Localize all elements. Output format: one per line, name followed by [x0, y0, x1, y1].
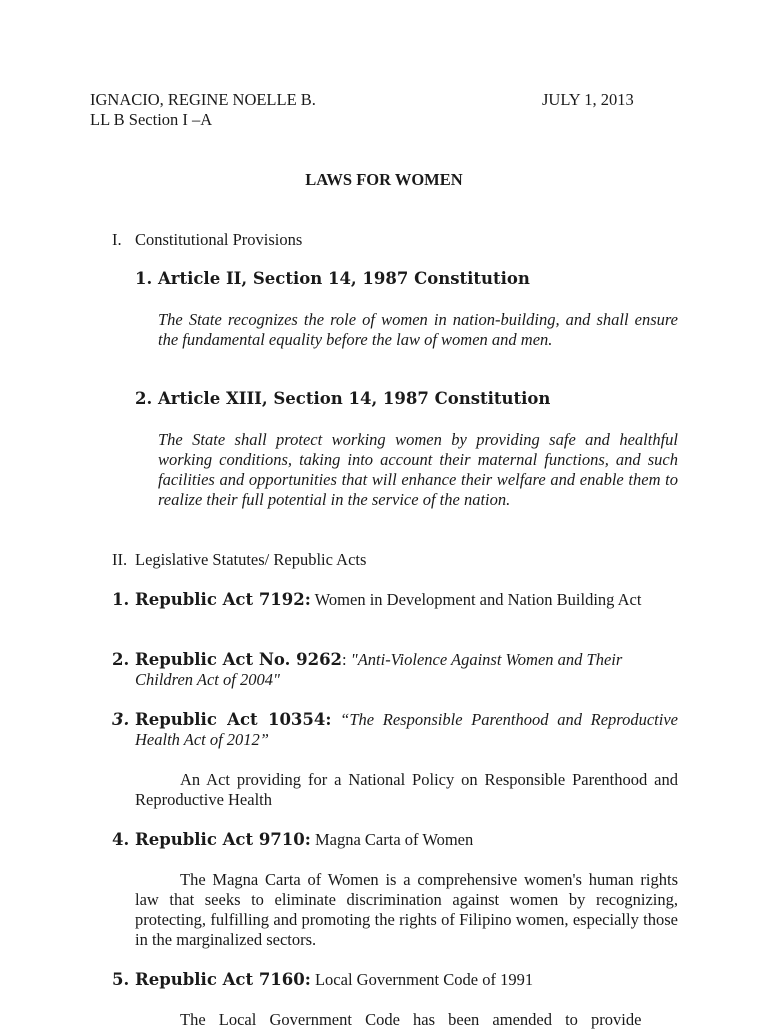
part2-item1-act: Republic Act 7192:	[135, 590, 311, 609]
part2-item4-number: 4.	[112, 830, 130, 849]
part2-item1-title: Women in Development and Nation Building Act	[310, 590, 642, 609]
part1-item1-number: 1.	[135, 269, 153, 288]
part2-item3	[135, 710, 678, 750]
part1-item1-text: The State recognizes the role of women in nation-building, and shall ensure the fundamental equality before the law of women and men.	[158, 310, 678, 349]
part2-item1	[135, 590, 678, 610]
part2-item5	[135, 970, 678, 990]
part2-item2	[135, 650, 678, 690]
part2-item1-number: 1.	[112, 590, 130, 609]
part2-item3-desc: An Act providing for a National Policy on Responsible Parenthood and Reproductive Health	[135, 770, 678, 809]
part2-item2-number: 2.	[112, 650, 130, 669]
part2-item5-act: Republic Act 7160:	[135, 970, 311, 989]
part2-item4	[135, 830, 678, 850]
part2-item2-act: Republic Act No. 9262	[135, 650, 343, 669]
part2-item4-title: Magna Carta of Women	[310, 830, 474, 849]
page-title: LAWS FOR WOMEN	[305, 170, 463, 189]
part1-numeral: I.	[112, 230, 122, 249]
part1-heading: Constitutional Provisions	[135, 230, 303, 249]
part2-item3-act: Republic Act 10354:	[135, 710, 332, 729]
part2-numeral: II.	[112, 550, 128, 569]
part2-item4-act: Republic Act 9710:	[135, 830, 311, 849]
part2-item5-desc: The Local Government Code has been amended to provide	[180, 1010, 642, 1029]
part2-item2-sep: :	[342, 650, 351, 669]
part2-item5-title: Local Government Code of 1991	[310, 970, 534, 989]
part2-item4-desc: The Magna Carta of Women is a comprehensive women's human rights law that seeks to eliminate discrimination against women by recognizing, protecting, fulfilling and promoting the rights of Filipino women, especially those in the marginalized sectors.	[135, 870, 678, 949]
part1-item2-text: The State shall protect working women by providing safe and healthful working conditions, taking into account their maternal functions, and such facilities and opportunities that will enhance their welfare and enable them to realize their full potential in the service of the nation.	[158, 430, 678, 509]
student-name: IGNACIO, REGINE NOELLE B.	[90, 90, 316, 109]
part1-item2-number: 2.	[135, 389, 153, 408]
document-date: JULY 1, 2013	[542, 90, 634, 109]
part1-item2-heading: Article XIII, Section 14, 1987 Constitution	[158, 389, 551, 408]
part1-item1-heading: Article II, Section 14, 1987 Constitution	[158, 269, 530, 288]
part2-item5-number: 5.	[112, 970, 130, 989]
part2-item3-title: “The Responsible Parenthood and Reproductive Health Act of 2012”	[135, 710, 678, 749]
part2-item2-title: "Anti-Violence Against Women and Their Children Act of 2004"	[135, 650, 623, 689]
student-section: LL B Section I –A	[90, 110, 213, 129]
part2-item3-number: 3.	[112, 710, 130, 729]
part2-heading: Legislative Statutes/ Republic Acts	[135, 550, 367, 569]
